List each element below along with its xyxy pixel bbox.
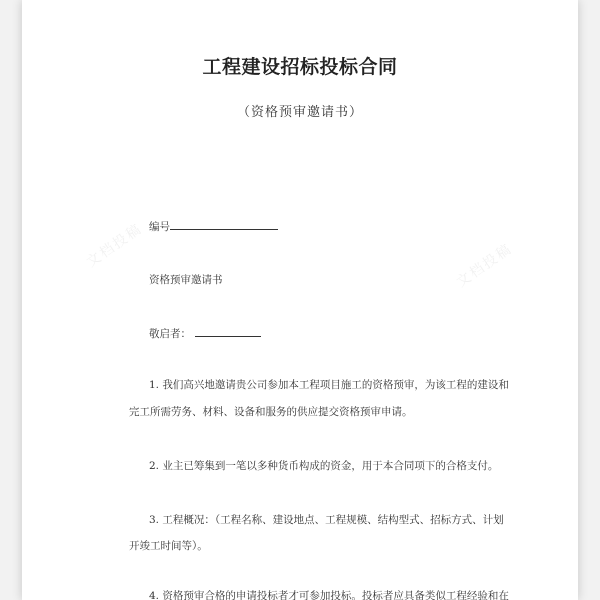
number-field-row bbox=[149, 218, 278, 234]
salutation-row bbox=[149, 325, 261, 341]
document-title: 工程建设招标投标合同 bbox=[202, 56, 398, 78]
paragraph-4-line-1: 4. 资格预审合格的申请投标者才可参加投标。投标者应具备类似工程经验和在 bbox=[149, 590, 509, 600]
document-page bbox=[22, 0, 578, 600]
document-subtitle: （资格预审邀请书） bbox=[236, 105, 363, 120]
section-heading: 资格预审邀请书 bbox=[149, 274, 223, 286]
watermark: 文档投稿 bbox=[453, 240, 516, 291]
paragraph-2-line-1: 2. 业主已筹集到一笔以多种货币构成的资金，用于本合同项下的合格支付。 bbox=[149, 460, 499, 472]
number-label: 编号 bbox=[149, 221, 170, 233]
salutation-blank bbox=[195, 325, 261, 337]
paragraph-1-line-1: 1. 我们高兴地邀请贵公司参加本工程项目施工的资格预审，为该工程的建设和 bbox=[149, 379, 509, 391]
paragraph-1-line-2: 完工所需劳务、材料、设备和服务的供应提交资格预审申请。 bbox=[129, 406, 413, 418]
paragraph-3-line-2: 开竣工时间等）。 bbox=[129, 540, 208, 552]
number-blank bbox=[170, 218, 278, 230]
paragraph-3-line-1: 3. 工程概况：（工程名称、建设地点、工程规模、结构型式、招标方式、计划 bbox=[149, 514, 504, 526]
watermark: 文档投稿 bbox=[83, 220, 146, 271]
salutation-label: 敬启者： bbox=[149, 328, 191, 340]
